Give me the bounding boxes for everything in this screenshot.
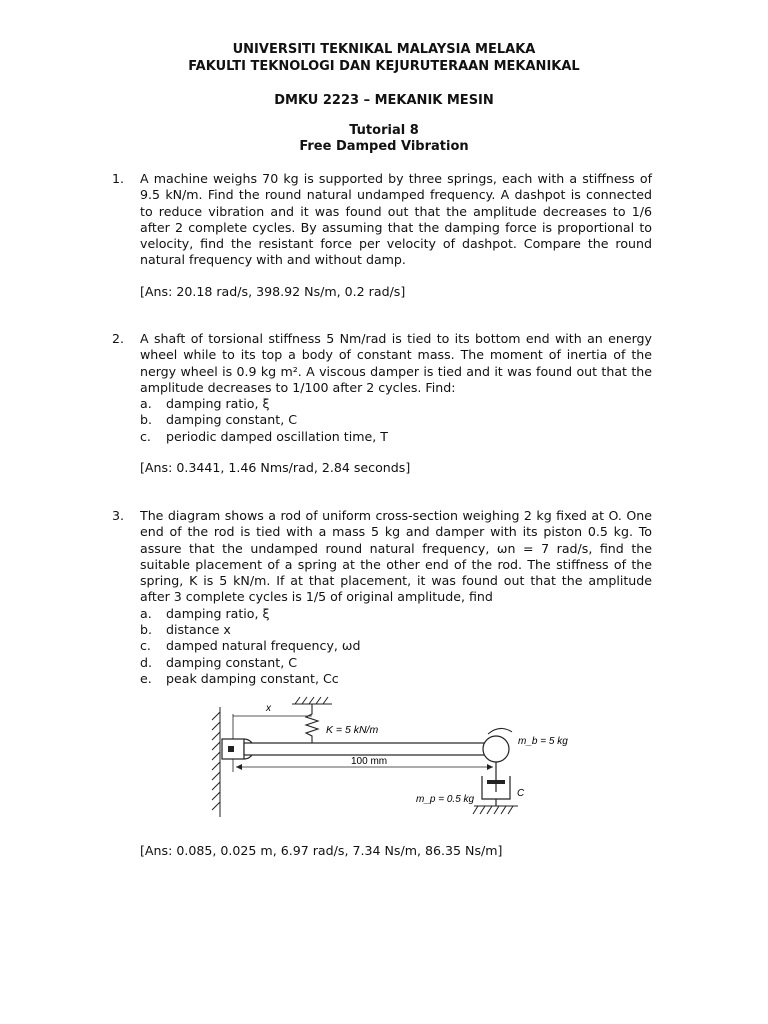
sub-text: damping constant, C [166,412,297,428]
top-ground [292,697,332,704]
sub-question-a [140,606,652,622]
question-1-answer: [Ans: 20.18 rad/s, 398.92 Ns/m, 0.2 rad/s] [140,284,406,299]
university-name: UNIVERSITI TEKNIKAL MALAYSIA MELAKA [232,42,536,57]
sub-text: peak damping constant, Cc [166,670,339,686]
bottom-ground [473,806,518,814]
sub-text: periodic damped oscillation time, T [166,428,388,444]
length-arrow-left [236,764,242,770]
question-3-answer: [Ans: 0.085, 0.025 m, 6.97 rad/s, 7.34 Ns/m, 86.35 Ns/m] [140,843,503,858]
sub-letter: b. [140,622,152,638]
spring [306,704,318,743]
sub-letter: e. [140,670,152,686]
sub-letter: a. [140,396,152,412]
rod [244,743,494,755]
sub-question-b [140,622,652,638]
sub-question-e [140,671,652,687]
question-number: 1. [112,171,125,186]
question-2-answer: [Ans: 0.3441, 1.46 Nms/rad, 2.84 seconds] [140,460,411,475]
sub-letter: a. [140,605,152,621]
length-label: 100 mm [351,756,388,767]
damper-label: C [517,788,525,799]
mass-label: m_b = 5 kg [518,736,568,747]
x-label: x [266,703,271,714]
sub-text: distance x [166,622,231,638]
rod-spring-damper-diagram [200,692,585,827]
sub-question-c [140,638,652,654]
faculty-name: FAKULTI TEKNOLOGI DAN KEJURUTERAAN MEKANIKAL [188,59,580,74]
sub-question-c [140,429,652,445]
question-text: A shaft of torsional stiffness 5 Nm/rad is tied to its bottom end with an energy wheel while to its top a body of constant mass. The moment of inertia of the nergy wheel is 0.9 kg m². A viscous damper is tied and it was found out that the amplitude decreases to 1/100 after 2 cycles. Find: [140,331,652,395]
sub-text: damped natural frequency, ωd [166,638,361,654]
question-number: 2. [112,331,125,346]
sub-question-b [140,412,652,428]
mass-ball [483,736,509,762]
sub-letter: c. [140,638,151,654]
question-text: The diagram shows a rod of uniform cross-section weighing 2 kg fixed at O. One end of the rod is tied with a mass 5 kg and damper with its piston 0.5 kg. To assure that the undamped round natural frequency, ωn = 7 rad/s, find the suitable placement of a spring at the other end of the rod. The stiffness of the spring, K is 5 kN/m. If at that placement, it was found out that the amplitude after 3 complete cycles is 1/5 of original amplitude, find [140,508,652,605]
question-number: 3. [112,508,125,523]
spring-label: K = 5 kN/m [326,724,379,736]
fixed-wall [212,707,220,817]
course-title: DMKU 2223 – MEKANIK MESIN [274,93,494,108]
length-arrow-right [487,764,493,770]
sub-text: damping constant, C [166,654,297,670]
piston-label: m_p = 0.5 kg [416,794,475,805]
question-text: A machine weighs 70 kg is supported by three springs, each with a stiffness of 9.5 kN/m. Find the round natural undamped frequency. A dashpot is connected to reduce vibration and it was found out that the amplitude decreases to 1/6 after 2 complete cycles. By assuming that the damping force is proportional to velocity, find the resistant force per velocity of dashpot. Compare the round natural frequency with and without damp. [140,171,652,268]
sub-text: damping ratio, ξ [166,605,270,621]
sub-question-d [140,655,652,671]
sub-letter: b. [140,412,152,428]
sub-text: damping ratio, ξ [166,396,270,412]
sub-letter: c. [140,428,151,444]
pivot-pin [228,746,234,752]
sub-question-a [140,396,652,412]
tutorial-number: Tutorial 8 [349,123,419,138]
sub-letter: d. [140,654,152,670]
tutorial-topic: Free Damped Vibration [299,139,469,154]
piston [487,780,505,784]
mass-arrow [488,728,512,734]
